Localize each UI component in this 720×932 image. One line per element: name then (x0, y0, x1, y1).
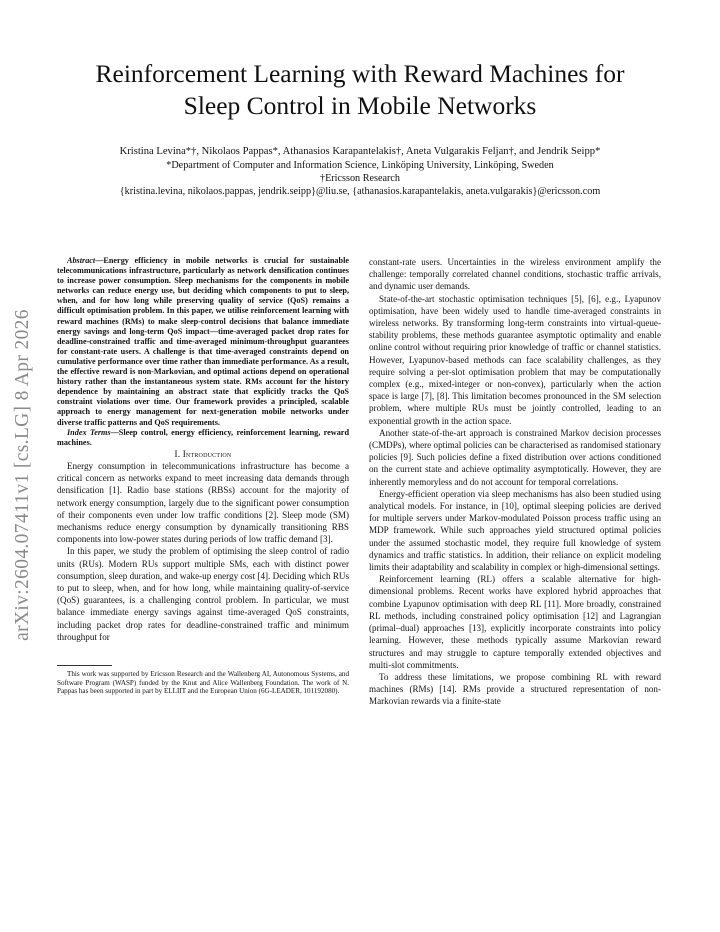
abstract-text: —Energy efficiency in mobile networks is crucial for sustainable telecommunications infrastructure, particularly as network densification continues to increase power consumption. Sleep mechanisms for the components in mobile networks can reduce energy use, but deciding which components to put to sleep, when, and for how long while preserving quality of service (QoS) remains a difficult optimisation problem. In this paper, we utilise reinforcement learning with reward machines (RMs) to make sleep-control decisions that balance immediate energy savings and long-term QoS impact—time-averaged packet drop rates for deadline-constrained traffic and time-averaged minimum-throughput guarantees for constant-rate users. A challenge is that time-averaged constraints depend on cumulative performance over time rather than immediate performance. As a result, the effective reward is non-Markovian, and optimal actions depend on operational history rather than the instantaneous system state. RMs account for the history dependence by maintaining an abstract state that explicitly tracks the QoS constraint violations over time. Our framework provides a principled, scalable approach to energy management for next-generation mobile networks under diverse traffic patterns and QoS requirements. (57, 256, 349, 427)
intro-paragraph: Energy consumption in telecommunications infrastructure has become a critical concern as networks expand to meet increasing data demands through densification [1]. Radio base stations (RBSs) account for the majority of network energy consumption, largely due to the significant power consumption of their components even under low traffic conditions [2]. Sleep mode (SM) mechanisms reduce energy consumption by dynamically transitioning RBS components into low-power states during periods of low traffic demand [3]. (57, 460, 349, 545)
author-names: Kristina Levina*†, Nikolaos Pappas*, Athanasios Karapantelakis†, Aneta Vulgarakis Feljan†, and Jendrik Seipp* (119, 146, 601, 157)
title-line-2: Sleep Control in Mobile Networks (183, 91, 537, 120)
index-terms-text: —Sleep control, energy efficiency, reinforcement learning, reward machines. (57, 427, 349, 447)
body-paragraph: Another state-of-the-art approach is constrained Markov decision processes (CMDPs), where optimal policies can be characterised as randomised stationary policies [9]. Such policies define a fixed distribution over actions conditioned on the current state and achieve optimality asymptotically. However, they are inherently memoryless and do not account for temporal correlations. (369, 427, 661, 487)
intro-paragraph: In this paper, we study the problem of optimising the sleep control of radio units (RUs). Modern RUs support multiple SMs, each with distinct power consumption, sleep duration, and wake-up energy cost [4]. Deciding which RUs to put to sleep, when, and for how long, while maintaining quality-of-service (QoS) guarantees, is a challenging control problem. In particular, we must balance immediate energy savings against time-averaged QoS constraints, including packet drop rates for deadline-constrained traffic and minimum throughput for (57, 546, 349, 642)
abstract-label: Abstract (67, 256, 96, 265)
body-paragraph: constant-rate users. Uncertainties in the wireless environment amplify the challenge: temporally correlated channel conditions, stochastic traffic arrivals, and dynamic user demands. (369, 257, 661, 292)
paper-title (50, 58, 670, 122)
abstract (57, 256, 349, 428)
left-column (57, 256, 349, 696)
arxiv-stamp (8, 290, 38, 660)
index-terms (57, 428, 349, 448)
title-line-1: Reinforcement Learning with Reward Machines for (95, 59, 625, 88)
author-block (40, 145, 680, 198)
body-paragraph: To address these limitations, we propose combining RL with reward machines (RMs) [14]. RMs provide a structured representation of non-Markovian rewards via a finite-state (369, 671, 661, 707)
index-terms-label: Index Terms (67, 427, 111, 437)
author-emails: {kristina.levina, nikolaos.pappas, jendrik.seipp}@liu.se, {athanasios.karapantelakis, aneta.vulgarakis}@ericsson.com (119, 186, 601, 197)
body-paragraph: Energy-efficient operation via sleep mechanisms has also been studied using analytical models. For instance, in [10], optimal sleeping policies are derived for multiple servers under Markov-modulated Poisson process traffic using an MDP framework. While such approaches yield structured optimal policies under the assumed stochastic model, they require full knowledge of system dynamics and traffic statistics. In addition, their reliance on explicit modeling limits their adaptability and scalability in complex or high-dimensional settings. (369, 488, 661, 573)
section-heading: I. Introduction (174, 448, 232, 459)
arxiv-stamp-text: arXiv:2604.07411v1 [cs.LG] 8 Apr 2026 (12, 309, 33, 641)
body-paragraph: State-of-the-art stochastic optimisation techniques [5], [6], e.g., Lyapunov optimisation, have been widely used to handle time-averaged constraints in wireless networks. By transforming long-term constraints into virtual-queue-stability problems, these methods guarantee asymptotic optimality and enable online control without requiring prior knowledge of traffic or channel statistics. However, Lyapunov-based methods can face scalability challenges, as they require solving a per-slot optimisation problem that may be computationally complex (e.g., mixed-integer or non-convex), particularly when the action space is large [7], [8]. This limitation becomes pronounced in the SM selection problem, where multiple RUs must be jointly controlled, leading to an exponential growth in the action space. (369, 293, 661, 426)
funding-footnote: This work was supported by Ericsson Research and the Wallenberg AI, Autonomous Systems, and Software Program (WASP) funded by the Knut and Alice Wallenberg Foundation. The work of N. Pappas has been supported in part by ELLIIT and the European Union (6G-LEADER, 101192080). (57, 670, 349, 696)
body-paragraph: Reinforcement learning (RL) offers a scalable alternative for high-dimensional problems. Recent works have explored hybrid approaches that combine Lyapunov optimisation with deep RL [11]. More broadly, constrained RL methods, including constrained policy optimisation [12] and Lagrangian (primal–dual) approaches [13], explicitly incorporate constraints into policy learning. However, these methods typically assume Markovian reward structures and may struggle to capture temporally extended objectives and multi-slot commitments. (369, 574, 661, 670)
affiliation-liu: *Department of Computer and Information Science, Linköping University, Linköping, Sweden (166, 160, 554, 171)
footnote-rule (57, 665, 112, 666)
right-column (369, 256, 661, 708)
affiliation-ericsson: †Ericsson Research (319, 173, 401, 184)
